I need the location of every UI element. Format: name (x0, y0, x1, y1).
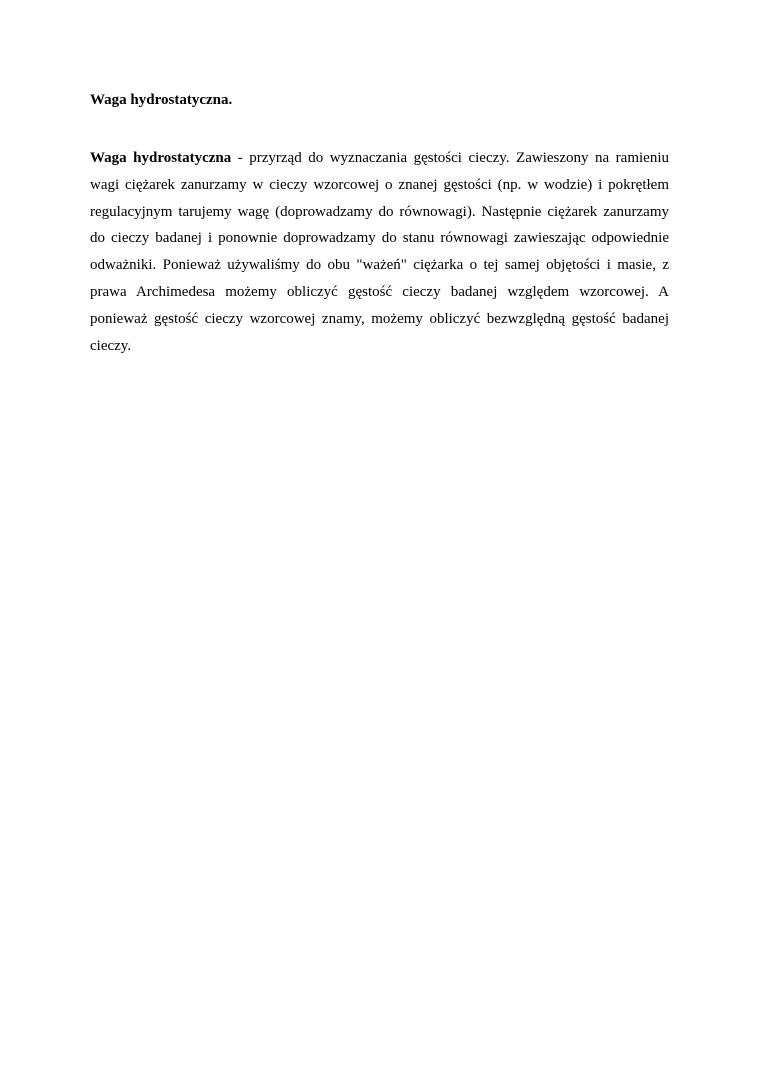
defined-term: Waga hydrostatyczna (90, 150, 232, 166)
paragraph-text: - przyrząd do wyznaczania gęstości cieczy. Zawieszony na ramieniu wagi ciężarek zanurzamy w cieczy wzorcowej o znanej gęstości (np. w wodzie) i pokrętłem regulacyjnym tarujemy wagę (doprowadzamy do równowagi). Następnie ciężarek zanurzamy do cieczy badanej i ponownie doprowadzamy do stanu równowagi zawieszając odpowiednie odważniki. Ponieważ używaliśmy do obu "ważeń" ciężarka o tej samej objętości i masie, z prawa Archimedesa możemy obliczyć gęstość cieczy badanej względem wzorcowej. A ponieważ gęstość cieczy wzorcowej znamy, możemy obliczyć bezwzględną gęstość badanej cieczy. (90, 150, 669, 354)
body-paragraph (90, 145, 669, 359)
document-title: Waga hydrostatyczna. (90, 92, 233, 108)
